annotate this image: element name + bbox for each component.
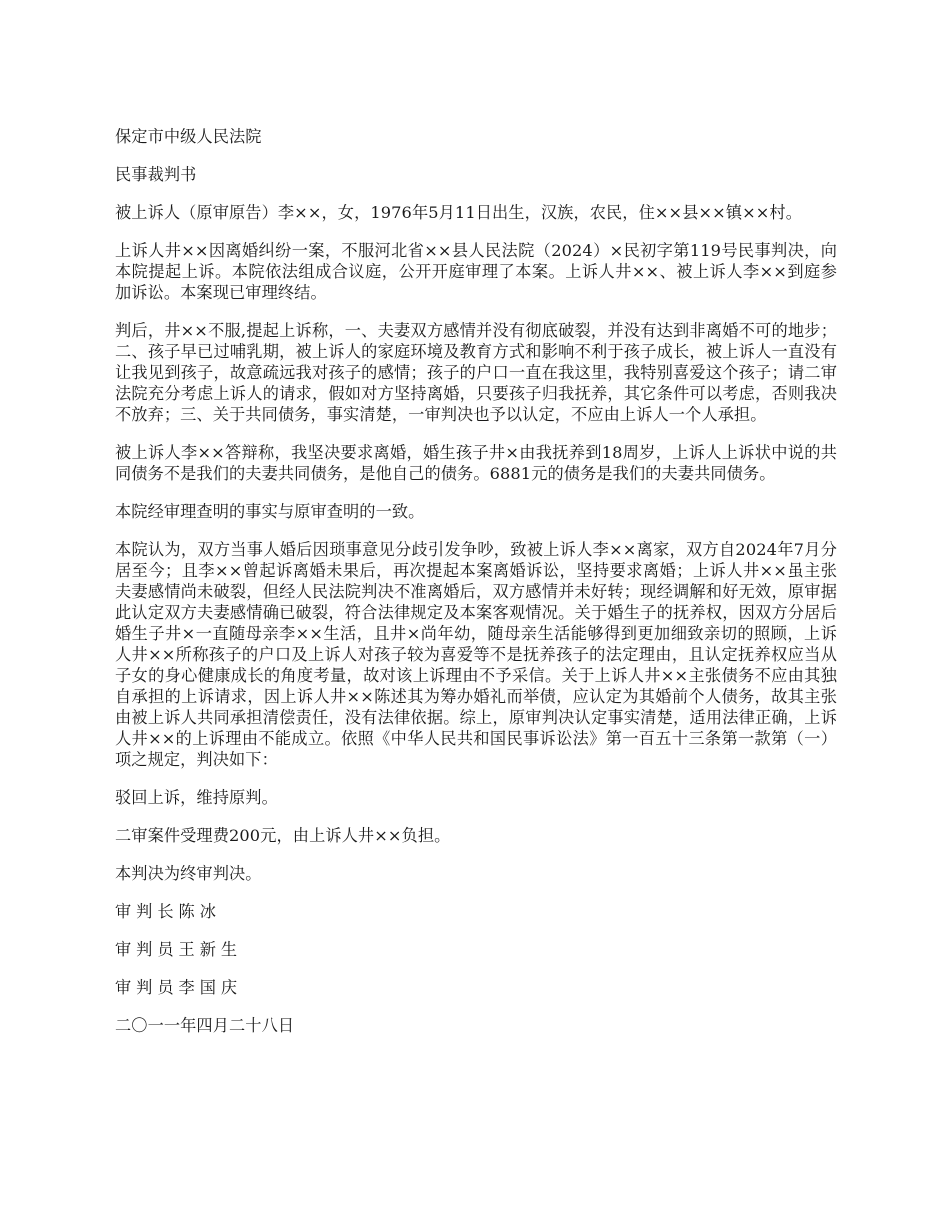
signature-judge-1: 审判员王新生 xyxy=(115,940,243,959)
paragraph-court-fee: 二审案件受理费200元，由上诉人井××负担。 xyxy=(115,826,451,845)
paragraph-court-opinion: 本院认为，双方当事人婚后因琐事意见分歧引发争吵，致被上诉人李××离家，双方自2024年7月分居至今；且李××曾起诉离婚未果后，再次提起本案离婚诉讼，坚持要求离婚；上诉人井××虽主张夫妻感情尚未破裂，但经人民法院判决不准离婚后，双方感情并未好转；现经调解和好无效，原审据此认定双方夫妻感情确已破裂，符合法律规定及本案客观情况。关于婚生子的抚养权，因双方分居后婚生子井×一直随母亲李××生活，且井×尚年幼，随母亲生活能够得到更加细致亲切的照顾，上诉人井××所称孩子的户口及上诉人对孩子较为喜爱等不是抚养孩子的法定理由，且认定抚养权应当从子女的身心健康成长的角度考量，故对该上诉理由不予采信。关于上诉人井××主张债务不应由其独自承担的上诉请求，因上诉人井××陈述其为筹办婚礼而举债，应认定为其婚前个人债务，故其主张由被上诉人共同承担清偿责任，没有法律依据。综上，原审判决认定事实清楚，适用法律正确，上诉人井××的上诉理由不能成立。依照《中华人民共和国民事诉讼法》第一百五十三条第一款第（一）项之规定，判决如下： xyxy=(115,540,837,769)
paragraph-respondent-info: 被上诉人（原审原告）李××，女，1976年5月11日出生，汉族，农民，住××县××镇××村。 xyxy=(115,203,803,222)
court-name: 保定市中级人民法院 xyxy=(115,127,262,146)
paragraph-final-judgment: 本判决为终审判决。 xyxy=(115,864,262,883)
signature-judge-2: 审判员李国庆 xyxy=(115,978,243,997)
paragraph-facts: 本院经审理查明的事实与原审查明的一致。 xyxy=(115,502,425,521)
paragraph-case-intro: 上诉人井××因离婚纠纷一案，不服河北省××县人民法院（2024）×民初字第119号民事判决，向本院提起上诉。本院依法组成合议庭，公开开庭审理了本案。上诉人井××、被上诉人李××到庭参加诉讼。本案现已审理终结。 xyxy=(115,241,837,302)
signature-chief-judge: 审判长陈冰 xyxy=(115,902,221,921)
paragraph-respondent-defense: 被上诉人李××答辩称，我坚决要求离婚，婚生孩子井×由我抚养到18周岁，上诉人上诉状中说的共同债务不是我们的夫妻共同债务，是他自己的债务。6881元的债务是我们的夫妻共同债务。 xyxy=(115,443,837,483)
paragraph-appeal-claims: 判后，井××不服,提起上诉称，一、夫妻双方感情并没有彻底破裂，并没有达到非离婚不可的地步；二、孩子早已过哺乳期，被上诉人的家庭环境及教育方式和影响不利于孩子成长，被上诉人一直没有让我见到孩子，故意疏远我对孩子的感情；孩子的户口一直在我这里，我特别喜爱这个孩子；请二审法院充分考虑上诉人的请求，假如对方坚持离婚，只要孩子归我抚养，其它条件可以考虑，否则我决不放弃；三、关于共同债务，事实清楚，一审判决也予以认定，不应由上诉人一个人承担。 xyxy=(115,321,837,424)
document-type: 民事裁判书 xyxy=(115,165,197,184)
judgment-document xyxy=(115,126,837,1053)
judgment-date: 二〇一一年四月二十八日 xyxy=(115,1016,295,1035)
paragraph-verdict: 驳回上诉，维持原判。 xyxy=(115,788,278,807)
